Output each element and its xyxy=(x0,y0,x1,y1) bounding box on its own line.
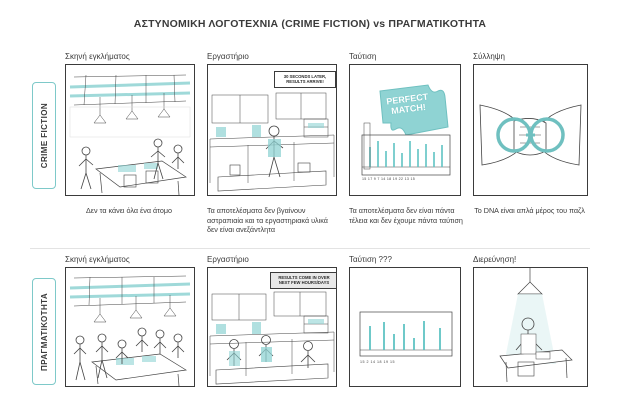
panel-crime-scene-real xyxy=(65,255,195,387)
panel-arrest xyxy=(473,52,588,215)
panel-match-overlay-text: PERFECT MATCH! xyxy=(385,91,429,116)
panel-match-real-frame xyxy=(349,267,461,387)
panel-lab xyxy=(207,52,337,235)
electropherogram-labels-top: 15 17 9 7 14 18 19 22 13 15 xyxy=(362,177,416,181)
panel-crime-scene xyxy=(65,52,195,215)
panel-investigation xyxy=(473,255,588,387)
row-label-crime-fiction-text: CRIME FICTION xyxy=(39,102,49,169)
row-label-reality-text: ΠΡΑΓΜΑΤΙΚΟΤΗΤΑ xyxy=(39,292,49,371)
electropherogram-labels-bottom: 15 2 14 18 19 15 xyxy=(360,360,395,364)
panel-lab-caption: Εργαστήριο xyxy=(207,52,249,61)
panel-lab-real-caption: Εργαστήριο xyxy=(207,255,249,264)
page-title: ΑΣΤΥΝΟΜΙΚΗ ΛΟΓΟΤΕΧΝΙΑ (CRIME FICTION) vs ΠΡΑΓΜΑΤΙΚΟΤΗΤΑ xyxy=(133,18,487,30)
row-label-reality xyxy=(32,278,56,385)
panel-investigation-frame xyxy=(473,267,588,387)
panel-match-frame xyxy=(349,64,461,196)
panel-lab-real-frame xyxy=(207,267,337,387)
panel-crime-scene-real-caption: Σκηνή εγκλήματος xyxy=(65,255,130,264)
panel-lab-frame xyxy=(207,64,337,196)
panel-crime-scene-real-frame xyxy=(65,267,195,387)
panel-lab-real-speech-bubble: RESULTS COME IN OVER NEXT FEW HOURS/DAYS xyxy=(270,272,337,289)
panel-arrest-caption: Σύλληψη xyxy=(473,52,505,61)
panel-lab-real xyxy=(207,255,337,387)
panel-investigation-caption: Διερεύνηση! xyxy=(473,255,517,264)
panel-crime-scene-caption: Σκηνή εγκλήματος xyxy=(65,52,130,61)
panel-crime-scene-frame xyxy=(65,64,195,196)
panel-match-real-caption: Ταύτιση ??? xyxy=(349,255,392,264)
panel-arrest-text: Το DNA είναι απλά μέρος του παζλ xyxy=(474,206,585,215)
panel-lab-text: Τα αποτελέσματα δεν βγαίνουν αστραπιαία και τα εργαστηριακά υλικά δεν είναι ανεξάντλητα xyxy=(207,206,328,235)
panel-match-caption: Ταύτιση xyxy=(349,52,377,61)
panel-crime-scene-text: Δεν τα κάνει όλα ένα άτομο xyxy=(85,206,172,215)
panel-match-text: Τα αποτελέσματα δεν είναι πάντα τέλεια και δεν έχουμε πάντα ταύτιση xyxy=(349,206,463,225)
row-divider xyxy=(30,248,590,249)
panel-match xyxy=(349,52,463,225)
panel-arrest-frame xyxy=(473,64,588,196)
row-label-crime-fiction xyxy=(32,82,56,189)
panel-lab-speech-bubble: 30 SECONDS LATER, RESULTS ARRIVE! xyxy=(274,71,336,88)
panel-match-real xyxy=(349,255,461,387)
